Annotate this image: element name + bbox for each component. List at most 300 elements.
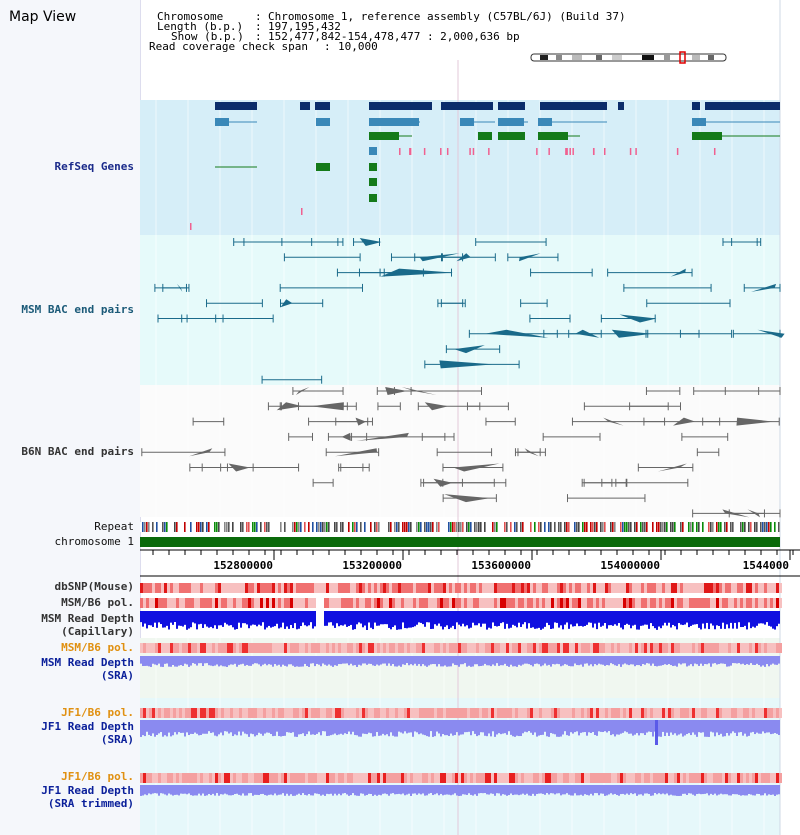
b6n-bac-label[interactable]: B6N BAC end pairs: [21, 445, 134, 458]
ideogram-band: [596, 55, 602, 60]
msm-bac-label[interactable]: MSM BAC end pairs: [21, 303, 134, 316]
read-depth-bar: [760, 656, 762, 667]
read-depth-bar: [332, 720, 334, 735]
repeat-feature: [224, 522, 226, 532]
polymorphism-cell: [287, 773, 290, 783]
polymorphism-cell: [461, 598, 464, 608]
polymorphism-cell: [332, 773, 335, 783]
read-depth-bar: [374, 785, 376, 795]
polymorphism-cell: [548, 708, 551, 718]
read-depth-bar: [332, 656, 334, 667]
polymorphism-cell: [548, 643, 551, 653]
polymorphism-cell: [233, 643, 236, 653]
read-depth-bar: [724, 656, 726, 664]
polymorphism-cell: [476, 773, 479, 783]
read-depth-bar: [670, 656, 672, 665]
read-depth-bar: [470, 785, 472, 795]
read-depth-bar: [600, 720, 602, 732]
read-depth-bar: [484, 720, 486, 736]
read-depth-bar: [538, 720, 540, 736]
repeat-feature: [408, 522, 410, 532]
read-depth-bar: [686, 611, 688, 623]
read-depth-bar: [682, 611, 684, 625]
polymorphism-cell: [470, 583, 473, 593]
read-depth-bar: [634, 720, 636, 735]
polymorphism-cell: [161, 598, 164, 608]
read-depth-bar: [562, 720, 564, 735]
polymorphism-cell: [428, 598, 431, 608]
repeat-feature: [740, 522, 742, 532]
read-depth-bar: [276, 720, 278, 732]
read-depth-bar: [754, 611, 756, 628]
polymorphism-cell: [365, 598, 368, 608]
axis-tick-label: 1544000: [742, 559, 789, 572]
polymorphism-cell: [707, 643, 710, 653]
read-depth-bar: [306, 785, 308, 795]
repeat-feature: [474, 522, 476, 532]
repeat-feature: [620, 522, 622, 532]
polymorphism-cell: [206, 643, 209, 653]
read-depth-bar: [292, 720, 294, 732]
read-depth-bar: [480, 785, 482, 793]
polymorphism-cell: [560, 708, 563, 718]
read-depth-bar: [182, 785, 184, 794]
polymorphism-cell: [776, 643, 779, 653]
coverage-value: 10,000: [338, 40, 378, 53]
polymorphism-cell: [734, 773, 737, 783]
read-depth-bar: [286, 656, 288, 667]
read-depth-bar: [438, 656, 440, 664]
polymorphism-cell: [563, 583, 566, 593]
read-depth-bar: [140, 785, 142, 796]
polymorphism-cell: [380, 598, 383, 608]
read-depth-bar: [280, 785, 282, 795]
polymorphism-cell: [197, 708, 200, 718]
repeat-feature: [356, 522, 358, 532]
read-depth-bar: [414, 611, 416, 626]
polymorphism-cell: [644, 643, 647, 653]
read-depth-bar: [304, 656, 306, 664]
repeat-feature: [622, 522, 624, 532]
polymorphism-cell: [266, 583, 269, 593]
read-depth-bar: [166, 785, 168, 795]
polymorphism-cell: [248, 708, 251, 718]
polymorphism-cell: [239, 583, 242, 593]
read-depth-bar: [544, 611, 546, 627]
polymorphism-cell: [323, 773, 326, 783]
read-depth-bar: [410, 785, 412, 796]
read-depth-bar: [164, 720, 166, 735]
polymorphism-cell: [566, 598, 569, 608]
read-depth-bar: [474, 656, 476, 664]
polymorphism-cell: [356, 773, 359, 783]
gene-tick: [473, 148, 475, 155]
read-depth-bar: [382, 611, 384, 624]
read-depth-bar: [268, 785, 270, 795]
polymorphism-cell: [623, 583, 626, 593]
repeat-feature: [316, 522, 318, 532]
polymorphism-cell: [308, 643, 311, 653]
read-depth-bar: [622, 611, 624, 629]
read-depth-bar: [154, 656, 156, 664]
polymorphism-cell: [242, 643, 245, 653]
repeat-feature: [328, 522, 330, 532]
read-depth-bar: [294, 656, 296, 667]
read-depth-bar: [222, 656, 224, 666]
read-depth-bar: [648, 720, 650, 732]
jf1-b6-pol-2-label: JF1/B6 pol.: [61, 770, 134, 783]
polymorphism-cell: [425, 583, 428, 593]
polymorphism-cell: [272, 773, 275, 783]
read-depth-bar: [540, 656, 542, 666]
read-depth-bar: [278, 720, 280, 736]
read-depth-bar: [368, 656, 370, 664]
read-depth-bar: [242, 720, 244, 732]
polymorphism-cell: [242, 598, 245, 608]
read-depth-bar: [354, 720, 356, 735]
polymorphism-cell: [746, 643, 749, 653]
read-depth-bar: [282, 656, 284, 665]
polymorphism-cell: [530, 773, 533, 783]
read-depth-bar: [506, 785, 508, 796]
read-depth-bar: [344, 720, 346, 733]
polymorphism-cell: [305, 598, 308, 608]
polymorphism-cell: [404, 583, 407, 593]
polymorphism-cell: [485, 773, 488, 783]
polymorphism-cell: [302, 643, 305, 653]
read-depth-bar: [228, 656, 230, 665]
read-depth-bar: [610, 785, 612, 793]
polymorphism-cell: [440, 643, 443, 653]
repeat-feature: [566, 522, 568, 532]
polymorphism-cell: [251, 773, 254, 783]
polymorphism-cell: [728, 583, 731, 593]
read-depth-bar: [762, 785, 764, 795]
read-depth-bar: [634, 785, 636, 793]
polymorphism-cell: [158, 598, 161, 608]
read-depth-bar: [432, 611, 434, 629]
repeat-feature: [142, 522, 144, 532]
polymorphism-cell: [458, 583, 461, 593]
read-depth-bar: [194, 611, 196, 623]
polymorphism-cell: [419, 598, 422, 608]
polymorphism-cell: [386, 583, 389, 593]
read-depth-bar: [168, 611, 170, 629]
polymorphism-cell: [152, 583, 155, 593]
polymorphism-cell: [623, 773, 626, 783]
polymorphism-cell: [566, 708, 569, 718]
polymorphism-cell: [608, 598, 611, 608]
polymorphism-cell: [557, 773, 560, 783]
read-depth-bar: [492, 785, 494, 794]
polymorphism-cell: [674, 598, 677, 608]
polymorphism-cell: [476, 708, 479, 718]
read-depth-bar: [324, 785, 326, 796]
repeat-feature: [144, 522, 146, 532]
polymorphism-cell: [491, 583, 494, 593]
polymorphism-cell: [614, 708, 617, 718]
polymorphism-cell: [245, 583, 248, 593]
gene-feature: [692, 132, 722, 140]
read-depth-bar: [642, 656, 644, 664]
read-depth-bar: [222, 785, 224, 795]
read-depth-bar: [458, 611, 460, 625]
repeat-feature: [554, 522, 556, 532]
gene-tick: [440, 148, 442, 155]
read-depth-bar: [314, 785, 316, 793]
read-depth-bar: [352, 785, 354, 793]
read-depth-bar: [688, 785, 690, 793]
polymorphism-cell: [167, 643, 170, 653]
read-depth-bar: [624, 720, 626, 731]
repeat-feature: [294, 522, 296, 532]
read-depth-bar: [216, 720, 218, 736]
polymorphism-cell: [278, 773, 281, 783]
polymorphism-cell: [551, 598, 554, 608]
read-depth-bar: [216, 785, 218, 793]
read-depth-bar: [628, 656, 630, 665]
read-depth-bar: [316, 785, 318, 794]
polymorphism-cell: [347, 583, 350, 593]
read-depth-bar: [240, 785, 242, 795]
polymorphism-cell: [710, 598, 713, 608]
polymorphism-cell: [242, 583, 245, 593]
polymorphism-cell: [707, 583, 710, 593]
read-depth-bar: [578, 611, 580, 626]
read-depth-bar: [520, 785, 522, 795]
polymorphism-cell: [362, 583, 365, 593]
polymorphism-cell: [521, 773, 524, 783]
read-depth-bar: [336, 785, 338, 795]
polymorphism-cell: [227, 773, 230, 783]
read-depth-bar: [374, 656, 376, 666]
polymorphism-cell: [290, 708, 293, 718]
polymorphism-cell: [392, 598, 395, 608]
polymorphism-cell: [641, 708, 644, 718]
polymorphism-cell: [329, 598, 332, 608]
polymorphism-cell: [350, 708, 353, 718]
polymorphism-cell: [227, 643, 230, 653]
gene-tick: [424, 148, 426, 155]
polymorphism-cell: [365, 773, 368, 783]
read-depth-bar: [684, 720, 686, 735]
polymorphism-cell: [311, 598, 314, 608]
read-depth-bar: [416, 656, 418, 666]
polymorphism-cell: [593, 708, 596, 718]
gene-feature: [692, 102, 700, 110]
polymorphism-cell: [416, 708, 419, 718]
ideogram-band: [642, 55, 654, 60]
polymorphism-cell: [566, 643, 569, 653]
read-depth-bar: [262, 720, 264, 736]
read-depth-bar: [266, 720, 268, 733]
polymorphism-cell: [521, 598, 524, 608]
read-depth-bar: [308, 656, 310, 667]
polymorphism-cell: [692, 643, 695, 653]
read-depth-bar: [640, 656, 642, 666]
repeat-feature: [166, 522, 168, 532]
read-depth-bar: [186, 720, 188, 732]
read-depth-bar: [726, 611, 728, 624]
polymorphism-cell: [749, 773, 752, 783]
read-depth-bar: [584, 785, 586, 794]
polymorphism-cell: [755, 643, 758, 653]
polymorphism-cell: [434, 643, 437, 653]
read-depth-bar: [622, 656, 624, 664]
polymorphism-cell: [431, 773, 434, 783]
read-depth-bar: [666, 785, 668, 793]
polymorphism-cell: [563, 643, 566, 653]
read-depth-bar: [686, 720, 688, 734]
polymorphism-cell: [200, 773, 203, 783]
read-depth-bar: [472, 785, 474, 796]
read-depth-bar: [178, 785, 180, 795]
read-depth-bar: [230, 785, 232, 795]
read-depth-bar: [304, 785, 306, 795]
read-depth-bar: [494, 611, 496, 626]
polymorphism-cell: [332, 643, 335, 653]
repeat-feature: [460, 522, 462, 532]
polymorphism-cell: [467, 598, 470, 608]
polymorphism-cell: [698, 643, 701, 653]
repeat-feature: [484, 522, 486, 532]
polymorphism-cell: [638, 708, 641, 718]
read-depth-bar: [298, 611, 300, 629]
repeat-feature: [148, 522, 150, 532]
read-depth-bar: [252, 720, 254, 734]
read-depth-bar: [420, 656, 422, 666]
read-depth-bar: [494, 720, 496, 737]
read-depth-bar: [560, 785, 562, 795]
polymorphism-cell: [398, 773, 401, 783]
read-depth-bar: [680, 611, 682, 625]
read-depth-bar: [180, 785, 182, 794]
polymorphism-cell: [698, 708, 701, 718]
read-depth-bar: [714, 720, 716, 736]
read-depth-bar: [270, 611, 272, 628]
polymorphism-cell: [278, 583, 281, 593]
read-depth-bar: [556, 611, 558, 623]
read-depth-bar: [146, 720, 148, 732]
read-depth-bar: [680, 785, 682, 796]
polymorphism-cell: [551, 643, 554, 653]
polymorphism-cell: [146, 643, 149, 653]
read-depth-bar: [410, 720, 412, 732]
read-depth-bar: [546, 656, 548, 666]
polymorphism-cell: [515, 773, 518, 783]
chromosome-colon: :: [255, 10, 262, 23]
read-depth-bar: [642, 785, 644, 796]
polymorphism-cell: [605, 643, 608, 653]
polymorphism-cell: [737, 583, 740, 593]
read-depth-bar: [342, 611, 344, 626]
polymorphism-cell: [767, 583, 770, 593]
repeat-feature: [596, 522, 598, 532]
read-depth-bar: [778, 656, 780, 664]
polymorphism-cell: [365, 708, 368, 718]
repeat-feature: [308, 522, 310, 532]
read-depth-bar: [732, 656, 734, 663]
polymorphism-cell: [695, 583, 698, 593]
polymorphism-cell: [560, 773, 563, 783]
read-depth-bar: [470, 611, 472, 628]
polymorphism-cell: [614, 773, 617, 783]
polymorphism-cell: [329, 773, 332, 783]
read-depth-bar: [712, 611, 714, 626]
ideogram-band: [572, 55, 582, 60]
read-depth-bar: [160, 720, 162, 732]
chromosome-label: Chromosome: [157, 10, 224, 23]
repeat-feature: [324, 522, 326, 532]
read-depth-bar: [754, 785, 756, 796]
read-depth-bar: [394, 785, 396, 794]
polymorphism-cell: [257, 708, 260, 718]
polymorphism-cell: [314, 773, 317, 783]
read-depth-bar: [556, 785, 558, 793]
read-depth-bar: [212, 611, 214, 628]
read-depth-bar: [428, 656, 430, 665]
polymorphism-cell: [284, 583, 287, 593]
read-depth-bar: [764, 611, 766, 625]
ideogram-band: [692, 55, 700, 60]
polymorphism-cell: [704, 583, 707, 593]
repeat-feature: [428, 522, 430, 532]
polymorphism-cell: [662, 643, 665, 653]
read-depth-bar: [542, 611, 544, 629]
ideogram-band: [612, 55, 622, 60]
read-depth-bar: [622, 720, 624, 733]
polymorphism-cell: [635, 643, 638, 653]
read-depth-bar: [552, 720, 554, 734]
polymorphism-cell: [632, 708, 635, 718]
read-depth-bar: [272, 785, 274, 795]
read-depth-bar: [308, 785, 310, 794]
polymorphism-cell: [344, 708, 347, 718]
read-depth-bar: [778, 611, 780, 624]
polymorphism-cell: [353, 708, 356, 718]
read-depth-bar: [344, 656, 346, 664]
polymorphism-cell: [338, 583, 341, 593]
read-depth-bar: [776, 611, 778, 626]
read-depth-bar: [564, 611, 566, 625]
read-depth-bar: [184, 785, 186, 794]
read-depth-bar: [520, 720, 522, 736]
read-depth-bar: [704, 611, 706, 629]
read-depth-bar: [470, 656, 472, 667]
read-depth-bar: [594, 785, 596, 793]
read-depth-bar: [636, 656, 638, 665]
polymorphism-cell: [539, 643, 542, 653]
polymorphism-cell: [491, 598, 494, 608]
read-depth-bar: [320, 656, 322, 666]
refseq-genes-label[interactable]: RefSeq Genes: [54, 160, 134, 173]
read-depth-bar: [562, 785, 564, 794]
polymorphism-cell: [407, 773, 410, 783]
read-depth-bar: [456, 720, 458, 732]
polymorphism-cell: [656, 773, 659, 783]
repeat-feature: [644, 522, 646, 532]
read-depth-bar: [394, 720, 396, 737]
read-depth-bar: [596, 656, 598, 665]
read-depth-bar: [704, 785, 706, 794]
read-depth-bar: [246, 611, 248, 624]
read-depth-bar: [708, 656, 710, 663]
read-depth-bar: [474, 785, 476, 794]
polymorphism-cell: [170, 708, 173, 718]
polymorphism-cell: [305, 583, 308, 593]
polymorphism-cell: [338, 598, 341, 608]
read-depth-bar: [464, 785, 466, 795]
